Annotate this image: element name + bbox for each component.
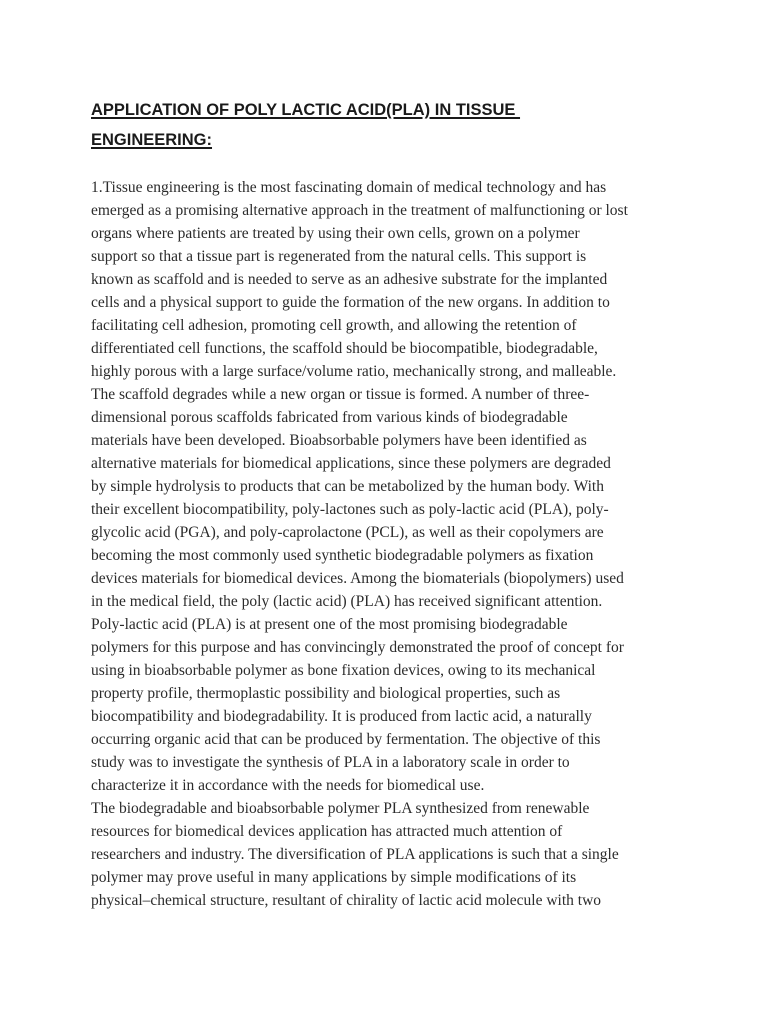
- body-line: property profile, thermoplastic possibility and biological properties, such as: [91, 685, 561, 702]
- document-title: APPLICATION OF POLY LACTIC ACID(PLA) IN TISSUE ENGINEERING:: [91, 101, 516, 149]
- body-line: biocompatibility and biodegradability. It is produced from lactic acid, a naturally: [91, 708, 592, 725]
- body-line: their excellent biocompatibility, poly-lactones such as poly-lactic acid (PLA), poly-: [91, 501, 609, 518]
- body-line: dimensional porous scaffolds fabricated from various kinds of biodegradable: [91, 409, 568, 426]
- body-line: characterize it in accordance with the needs for biomedical use.: [91, 777, 485, 794]
- body-line: facilitating cell adhesion, promoting cell growth, and allowing the retention of: [91, 317, 577, 334]
- document-body: [91, 176, 671, 912]
- body-line: materials have been developed. Bioabsorbable polymers have been identified as: [91, 432, 587, 449]
- body-line: cells and a physical support to guide the formation of the new organs. In addition to: [91, 294, 610, 311]
- body-line: becoming the most commonly used synthetic biodegradable polymers as fixation: [91, 547, 594, 564]
- body-line: alternative materials for biomedical applications, since these polymers are degraded: [91, 455, 611, 472]
- body-line: The scaffold degrades while a new organ or tissue is formed. A number of three-: [91, 386, 590, 403]
- body-line: polymers for this purpose and has convincingly demonstrated the proof of concept for: [91, 639, 624, 656]
- body-line: polymer may prove useful in many applications by simple modifications of its: [91, 869, 577, 886]
- body-line: occurring organic acid that can be produced by fermentation. The objective of this: [91, 731, 601, 748]
- body-line: 1.Tissue engineering is the most fascinating domain of medical technology and has: [91, 179, 607, 196]
- body-line: in the medical field, the poly (lactic acid) (PLA) has received significant attention.: [91, 593, 603, 610]
- body-line: organs where patients are treated by using their own cells, grown on a polymer: [91, 225, 580, 242]
- body-line: physical–chemical structure, resultant of chirality of lactic acid molecule with two: [91, 892, 602, 909]
- body-line: The biodegradable and bioabsorbable polymer PLA synthesized from renewable: [91, 800, 590, 817]
- body-line: glycolic acid (PGA), and poly-caprolactone (PCL), as well as their copolymers are: [91, 524, 604, 541]
- body-line: Poly-lactic acid (PLA) is at present one of the most promising biodegradable: [91, 616, 568, 633]
- body-line: differentiated cell functions, the scaffold should be biocompatible, biodegradable,: [91, 340, 598, 357]
- body-line: emerged as a promising alternative approach in the treatment of malfunctioning or lost: [91, 202, 628, 219]
- body-line: highly porous with a large surface/volume ratio, mechanically strong, and malleable.: [91, 363, 617, 380]
- body-line: researchers and industry. The diversification of PLA applications is such that a single: [91, 846, 619, 863]
- body-line: resources for biomedical devices application has attracted much attention of: [91, 823, 563, 840]
- body-line: support so that a tissue part is regenerated from the natural cells. This support is: [91, 248, 587, 265]
- body-line: devices materials for biomedical devices. Among the biomaterials (biopolymers) used: [91, 570, 624, 587]
- body-line: study was to investigate the synthesis of PLA in a laboratory scale in order to: [91, 754, 570, 771]
- body-line: by simple hydrolysis to products that can be metabolized by the human body. With: [91, 478, 604, 495]
- body-line: using in bioabsorbable polymer as bone fixation devices, owing to its mechanical: [91, 662, 596, 679]
- body-line: known as scaffold and is needed to serve as an adhesive substrate for the implanted: [91, 271, 608, 288]
